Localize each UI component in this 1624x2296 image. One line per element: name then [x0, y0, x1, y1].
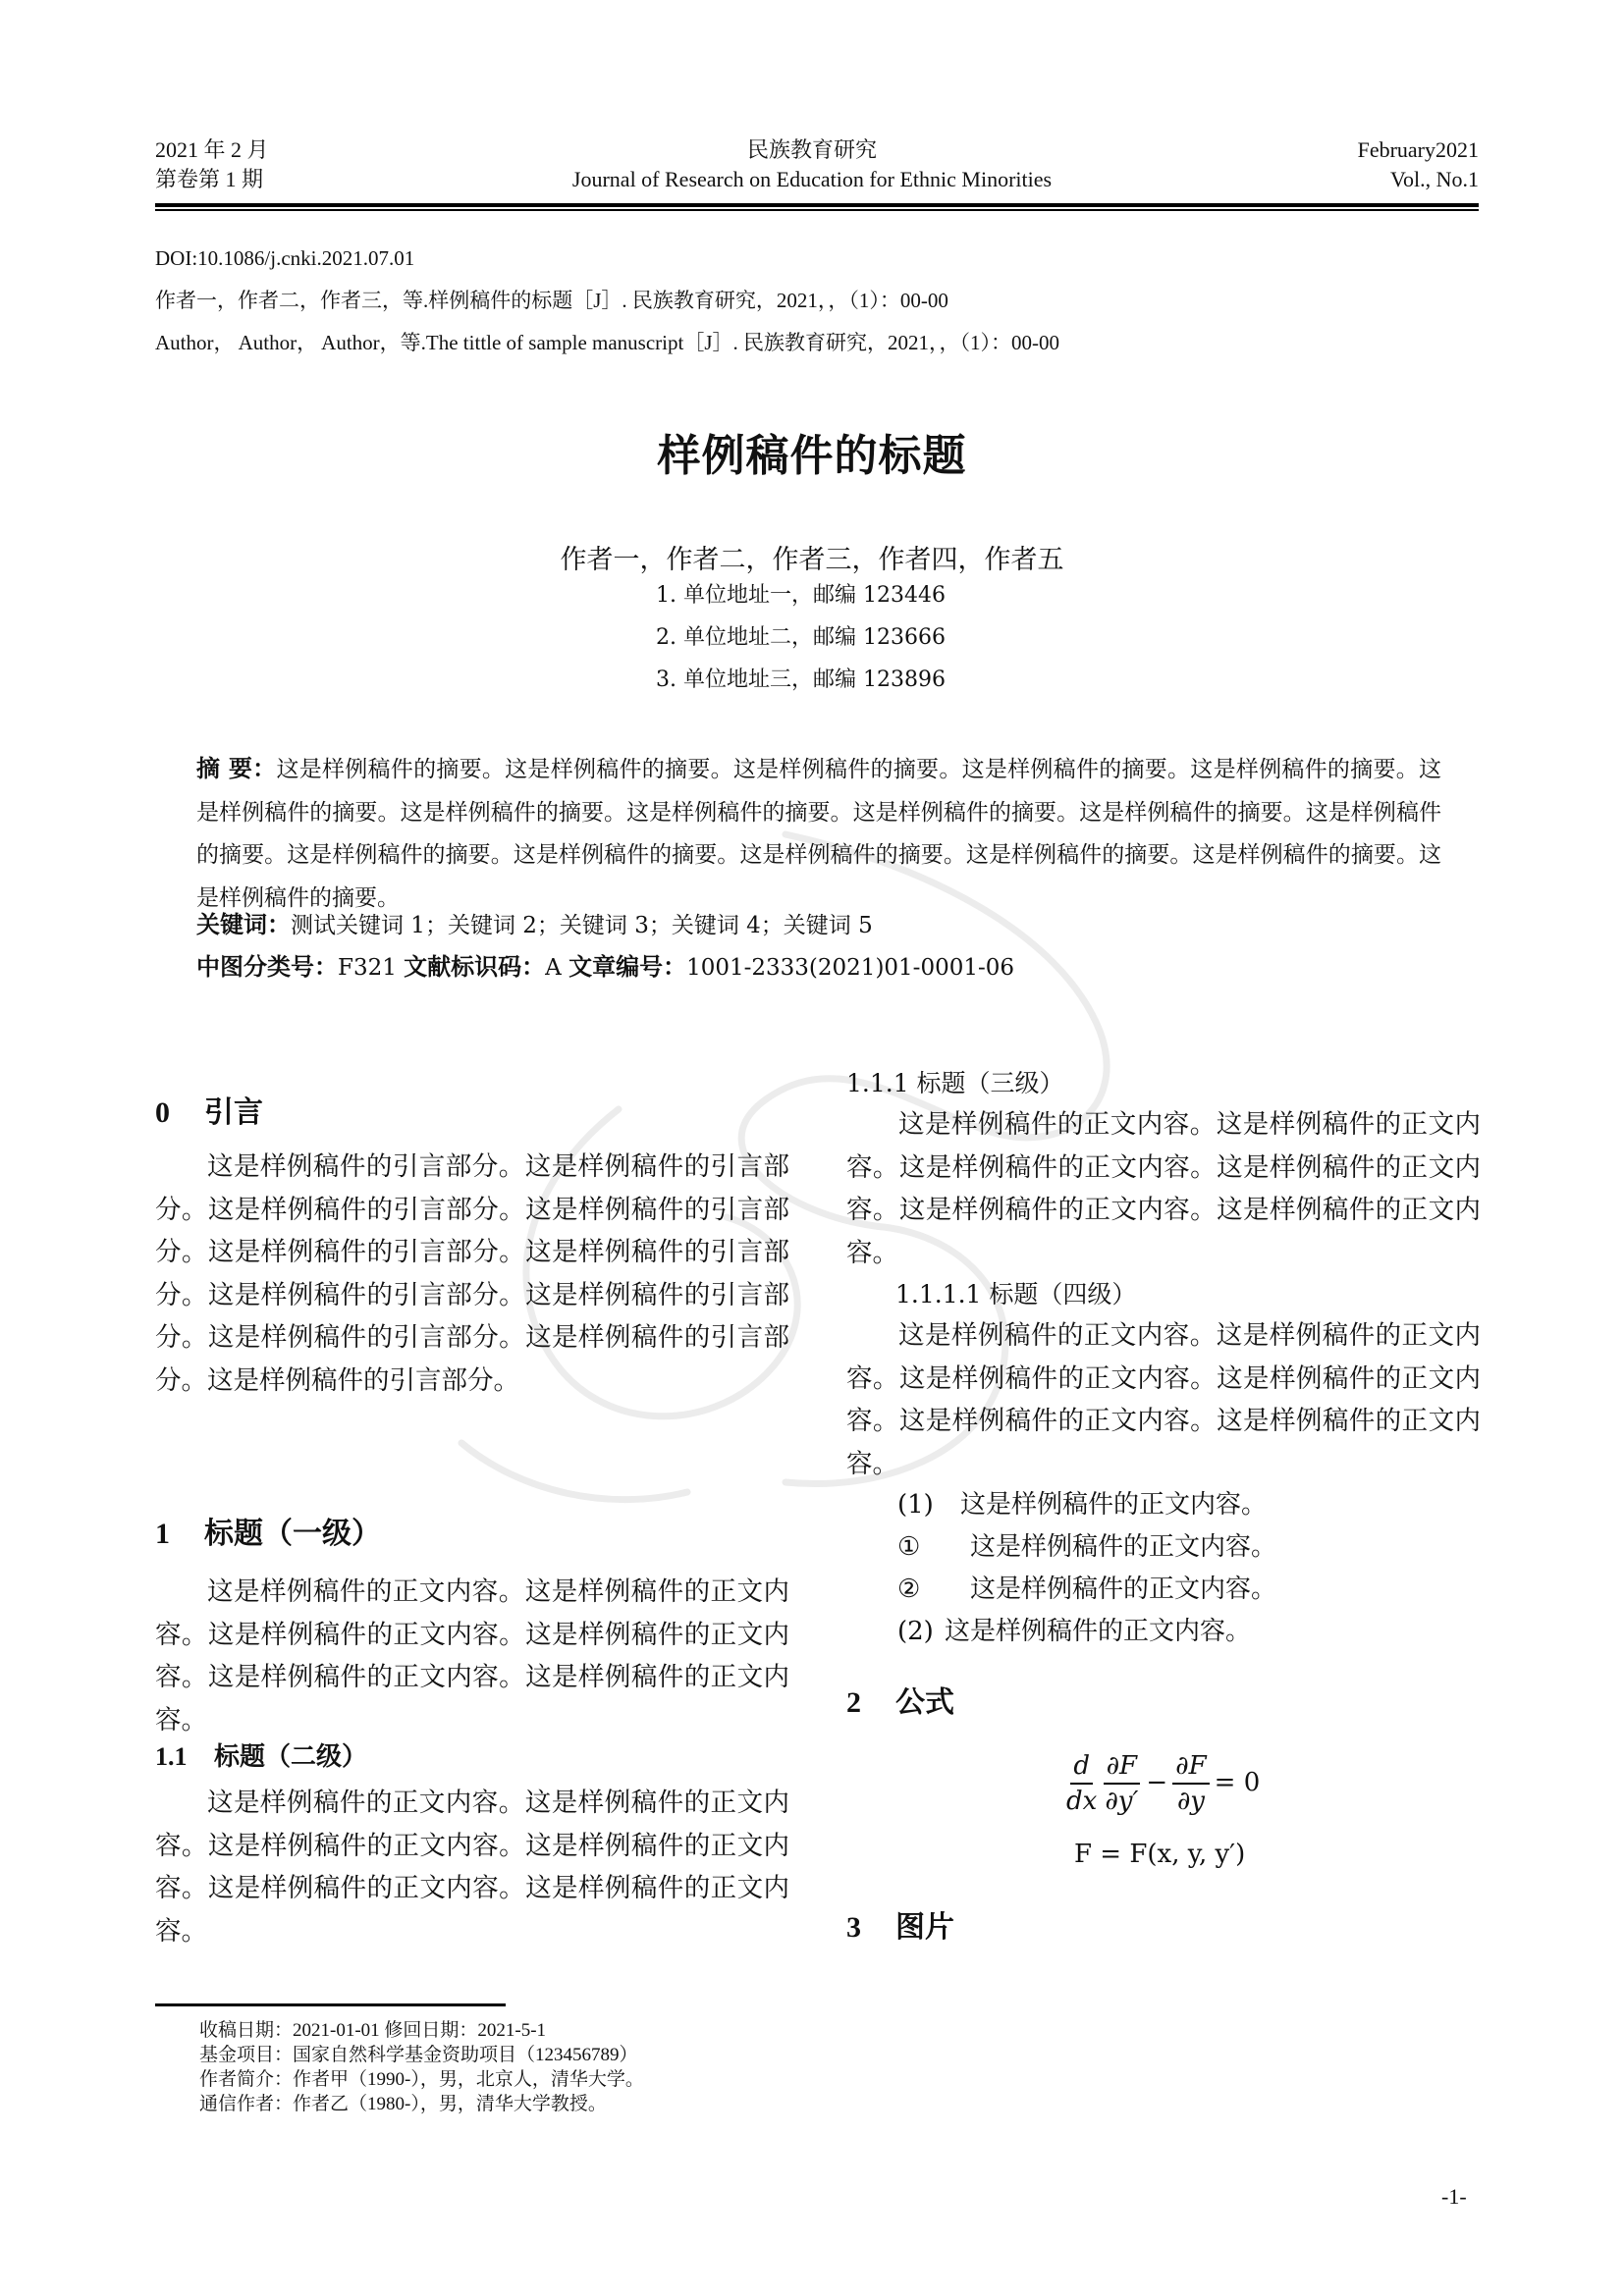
keywords-text: 测试关键词 1；关键词 2；关键词 3；关键词 4；关键词 5 [291, 913, 873, 938]
header-rule-thin [155, 209, 1479, 211]
clc-value: F321 [338, 955, 405, 981]
clc-label: 中图分类号： [196, 953, 338, 981]
footnote-corresponding: 通信作者：作者乙（1980-），男，清华大学教授。 [199, 2094, 607, 2114]
section-title: 引言 [204, 1095, 263, 1130]
section-1-1-paragraph: 这是样例稿件的正文内容。这是样例稿件的正文内容。这是样例稿件的正文内容。这是样例稿件的正文内容。这是样例稿件的正文内容。这是样例稿件的正文内容。 [155, 1788, 789, 1947]
affiliation-3: 3. 单位地址三，邮编 123896 [656, 667, 946, 692]
list-text: 这是样例稿件的正文内容。 [960, 1490, 1268, 1520]
section-number: 1.1 [155, 1742, 188, 1771]
denominator: dx [1066, 1787, 1098, 1816]
list-item [897, 1484, 1267, 1527]
section-1-1-1-1-paragraph: 这是样例稿件的正文内容。这是样例稿件的正文内容。这是样例稿件的正文内容。这是样例稿件的正文内容。这是样例稿件的正文内容。这是样例稿件的正文内容。 [846, 1320, 1481, 1479]
citation-en: Author， Author， Author，等.The tittle of sample manuscript［J］. 民族教育研究，2021，，（1）：00-00 [155, 331, 1060, 354]
section-title: 标题（一级） [204, 1517, 381, 1551]
fraction-d-dx [1063, 1749, 1100, 1818]
equation-euler-lagrange [1062, 1749, 1264, 1818]
doc-code-label: 文献标识码： [404, 953, 546, 981]
section-heading-3 [846, 1906, 954, 1949]
section-heading-1-1 [155, 1735, 367, 1780]
equation-functional: F = F(x, y, y′) [1074, 1840, 1246, 1869]
abstract-label: 摘 要： [196, 755, 277, 782]
section-heading-2 [846, 1682, 954, 1725]
page-number: -1- [1441, 2184, 1467, 2209]
journal-name-cn: 民族教育研究 [746, 137, 877, 162]
list-text: 这是样例稿件的正文内容。 [970, 1575, 1277, 1604]
equals-zero: = 0 [1214, 1768, 1261, 1798]
header-date-en: February2021 [1357, 137, 1479, 162]
section-number: 1 [155, 1518, 170, 1550]
footnote-received: 收稿日期：2021-01-01 修回日期：2021-5-1 [199, 2020, 547, 2041]
list-marker: (1) [897, 1490, 934, 1520]
affiliation-2: 2. 单位地址二，邮编 123666 [656, 625, 946, 650]
minus-sign: − [1146, 1768, 1168, 1798]
fraction-dF-dyprime [1102, 1749, 1141, 1818]
section-title: 图片 [895, 1910, 954, 1945]
abstract [196, 748, 1441, 920]
list-marker: (2) [897, 1617, 934, 1646]
header-rule-thick [155, 203, 1479, 207]
footnote-fund: 基金项目：国家自然科学基金资助项目（123456789） [199, 2045, 638, 2065]
section-title: 标题（二级） [214, 1742, 368, 1772]
section-number: 2 [846, 1686, 861, 1719]
list-text: 这是样例稿件的正文内容。 [970, 1532, 1277, 1562]
footnote-rule [155, 2003, 506, 2006]
section-1-paragraph: 这是样例稿件的正文内容。这是样例稿件的正文内容。这是样例稿件的正文内容。这是样例稿件的正文内容。这是样例稿件的正文内容。这是样例稿件的正文内容。 [155, 1576, 789, 1735]
article-no-value: 1001-2333(2021)01-0001-06 [686, 955, 1015, 981]
list-item [897, 1611, 1251, 1654]
section-heading-0 [155, 1092, 263, 1135]
doi: DOI:10.1086/j.cnki.2021.07.01 [155, 246, 415, 270]
section-number: 0 [155, 1096, 170, 1129]
citation-cn: 作者一，作者二，作者三，等.样例稿件的标题［J］. 民族教育研究，2021，，（1）：00-00 [155, 289, 948, 312]
fraction-dF-dy [1172, 1749, 1209, 1818]
doc-code-value: A [545, 955, 569, 981]
numerator: ∂F [1172, 1749, 1209, 1785]
article-no-label: 文章编号： [568, 953, 687, 981]
footnote-bio: 作者简介：作者甲（1990-），男，北京人，清华大学。 [199, 2069, 644, 2090]
header-volume: Vol., No.1 [1389, 167, 1479, 191]
journal-name-en: Journal of Research on Education for Ethnic Minorities [571, 167, 1053, 191]
numerator: ∂F [1104, 1749, 1140, 1785]
list-text: 这是样例稿件的正文内容。 [945, 1617, 1252, 1646]
paper-title: 样例稿件的标题 [657, 431, 967, 481]
keywords [196, 904, 873, 947]
list-item [897, 1526, 1276, 1570]
header-right [1358, 135, 1479, 194]
list-item [897, 1569, 1276, 1612]
author-list: 作者一，作者二，作者三，作者四，作者五 [560, 545, 1064, 575]
header-date: 2021 年 2 月 [155, 137, 269, 162]
classification-line [196, 946, 1014, 989]
affiliation-1: 1. 单位地址一，邮编 123446 [656, 583, 946, 608]
section-heading-1-1-1: 1.1.1 标题（三级） [846, 1069, 1064, 1097]
section-1-1-1-paragraph: 这是样例稿件的正文内容。这是样例稿件的正文内容。这是样例稿件的正文内容。这是样例稿件的正文内容。这是样例稿件的正文内容。这是样例稿件的正文内容。 [846, 1109, 1481, 1268]
keywords-label: 关键词： [196, 911, 291, 938]
section-number: 3 [846, 1911, 861, 1944]
section-title: 公式 [895, 1685, 954, 1720]
list-marker: ② [897, 1575, 921, 1604]
denominator: ∂y [1176, 1787, 1205, 1816]
numerator: d [1070, 1749, 1093, 1785]
intro-paragraph: 这是样例稿件的引言部分。这是样例稿件的引言部分。这是样例稿件的引言部分。这是样例稿件的引言部分。这是样例稿件的引言部分。这是样例稿件的引言部分。这是样例稿件的引言部分。这是样例稿件的引言部分。这是样例稿件的引言部分。这是样例稿件的引言部分。这是样例稿件的引言部分。 [155, 1151, 789, 1396]
section-heading-1 [155, 1513, 381, 1556]
denominator: ∂y′ [1105, 1787, 1139, 1816]
header-issue: 第卷第 1 期 [155, 167, 264, 191]
section-heading-1-1-1-1: 1.1.1.1 标题（四级） [895, 1280, 1137, 1308]
list-marker: ① [897, 1532, 921, 1562]
abstract-text: 这是样例稿件的摘要。这是样例稿件的摘要。这是样例稿件的摘要。这是样例稿件的摘要。这是样例稿件的摘要。这是样例稿件的摘要。这是样例稿件的摘要。这是样例稿件的摘要。这是样例稿件的摘要。这是样例稿件的摘要。这是样例稿件的摘要。这是样例稿件的摘要。这是样例稿件的摘要。这是样例稿件的摘要。这是样例稿件的摘要。这是样例稿件的摘要。这是样例稿件的摘要。 [196, 757, 1442, 911]
